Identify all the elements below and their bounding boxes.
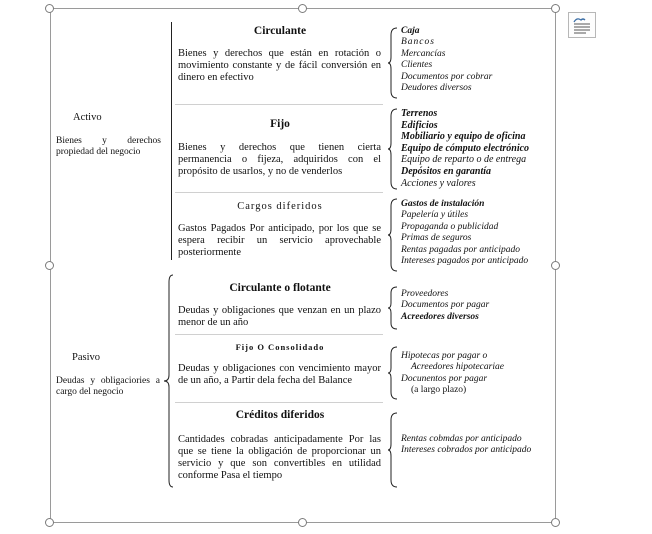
list-item: Proveedores [401,289,449,299]
list-item: Intereses cobrados por anticipado [401,445,532,456]
activo-label: Activo [73,112,102,123]
separator [175,402,383,403]
section-desc-activo-cargos-diferidos: Gastos Pagados Por anticipado, por los que se espera recibir un servicio aprovechable posteriormente [178,223,381,258]
pasivo-brace [162,274,174,488]
list-item: Clientes [401,60,433,71]
section-desc-pasivo-circulante: Deudas y obligaciones que venzan en un plazo menor de un año [178,305,381,328]
resize-handle-bottom-left[interactable] [45,518,54,527]
layout-options-icon [569,13,595,37]
resize-handle-bottom-center[interactable] [298,518,307,527]
resize-handle-middle-left[interactable] [45,261,54,270]
separator [175,104,383,105]
list-item: Depósitos en garantía [401,165,492,177]
resize-handle-top-left[interactable] [45,4,54,13]
separator [175,192,383,193]
list-item: Gastos de instalación [401,199,485,209]
list-pasivo-fijo [401,351,504,397]
list-item: Rentas pagadas por anticipado [401,244,521,255]
list-activo-circulante [401,26,492,94]
list-item: Bancos [401,37,435,48]
list-item: Acreedores hipotecariae [411,362,504,373]
activo-description: Bienes y derechos propiedad del negocio [56,136,161,157]
list-item: Mercancías [401,48,446,59]
list-item: (a largo plazo) [411,385,467,396]
list-activo-cargos-diferidos [401,199,528,267]
activo-bracket-line [171,22,172,260]
section-desc-pasivo-creditos-diferidos: Cantidades cobradas anticipadamente Por las que se tiene la obligación de proporcionar un servicio y que son convertibles en utilidad conforme Pasa el tiempo [178,434,381,481]
section-desc-activo-fijo: Bienes y derechos que tienen cierta permanencia o fijeza, adquiridos con el propósito de usarlos, y no de venderlos [178,142,381,177]
list-item: Documentos por pagar [401,300,490,311]
brace-pasivo-creditos-diferidos [388,412,398,488]
section-title-activo-circulante: Circulante [253,25,307,37]
list-item: Mobiliario y equipo de oficina [401,131,526,143]
section-desc-pasivo-fijo: Deudas y obligaciones con vencimiento mayor de un año, a Partir dela fecha del Balance [178,363,381,386]
list-item: Acreedores diversos [401,311,479,322]
section-title-pasivo-circulante: Circulante o flotante [229,282,331,294]
list-item: Rentas cobmdas por anticipado [401,434,522,444]
brace-pasivo-fijo [388,346,398,400]
section-title-activo-fijo: Fijo [270,118,290,130]
separator [175,334,383,335]
list-item: Equipo de cómputo electrónico [401,142,530,154]
list-item: Documentos por cobrar [401,71,493,82]
list-item: Edificios [401,119,438,131]
brace-activo-cargos-diferidos [388,198,398,272]
list-item: Equipo de reparto o de entrega [401,154,527,166]
list-item: Caja [401,26,420,36]
resize-handle-top-center[interactable] [298,4,307,13]
resize-handle-top-right[interactable] [551,4,560,13]
list-item: Primas de seguros [401,233,472,244]
list-item: Papelería y útiles [401,210,469,221]
section-title-activo-cargos-diferidos: Cargos diferidos [237,201,323,212]
list-pasivo-circulante [401,289,489,323]
list-item: Deudores diversos [401,83,472,94]
brace-activo-fijo [388,108,398,190]
pasivo-label: Pasivo [72,352,101,363]
resize-handle-middle-right[interactable] [551,261,560,270]
resize-handle-bottom-right[interactable] [551,518,560,527]
list-pasivo-creditos-diferidos [401,434,531,457]
section-title-pasivo-creditos-diferidos: Créditos diferidos [235,409,325,421]
list-item: Hipotecas por pagar o [401,351,488,361]
layout-options-button[interactable] [568,12,596,38]
list-activo-fijo [401,108,529,189]
section-title-pasivo-fijo: Fijo O Consolidado [235,342,325,352]
section-desc-activo-circulante: Bienes y derechos que están en rotación o movimiento constante y de fácil conversión en dinero en efectivo [178,48,381,83]
brace-activo-circulante [388,27,398,99]
brace-pasivo-circulante [388,286,398,330]
list-item: Acciones y valores [401,177,476,189]
list-item: Propaganda o publicidad [401,221,499,232]
list-item: Docunentos por pagar [401,373,488,384]
pasivo-description: Deudas y obligaciories a cargo del negocio [56,376,160,397]
list-item: Intereses pagados por anticipado [401,256,529,267]
list-item: Terrenos [401,108,438,119]
